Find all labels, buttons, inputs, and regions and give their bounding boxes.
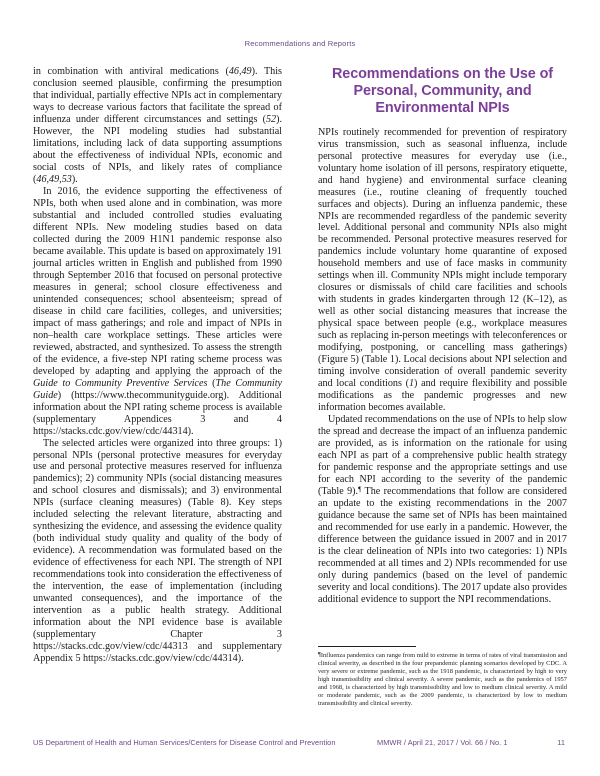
section-heading-line-1: Recommendations on the Use of (332, 66, 553, 82)
footer-page-number: 11 (557, 738, 565, 747)
footnote-body: Influenza pandemics can range from mild to extreme in terms of rates of viral transmission and clinical severity, as described in the four prepandemic planning scenarios developed by CDC. A very severe or extreme pandemic, such as the 1918 pandemic, is characterized by high to very high transmissibility and clinical severity. A severe pandemic, such as the pandemics of 1957 and 1968, is characterized by high transmissibility and low to medium clinical severity. A mild or moderate pandemic, such as the 2009 pandemic, is characterized by low to medium transmissibility and clinical severity. (318, 652, 567, 708)
footnote-divider (318, 646, 416, 647)
paragraph: Updated recommendations on the use of NPIs to help slow the spread and decrease the impact of an influenza pandemic are provided, as is information on the rationale for using each NPI as part of a comprehensive public health strategy for pandemic response and the appropriate settings and use for each NPI according to the severity of the pandemic (Table 9).¶ The recommendations that follow are considered an update to the existing recommendations in the 2007 guidance because the same set of NPIs has been maintained and recommended for use early in a pandemic. However, the difference between the guidance issued in 2007 and in 2017 is the clear delineation of NPIs into two categories: 1) NPIs recommended at all times and 2) NPIs recommended for use only during pandemics (based on the level of pandemic severity and local conditions). The 2017 update also provides additional evidence to support the NPI recommendations. (318, 414, 567, 605)
right-column (318, 66, 567, 708)
footer-agency: US Department of Health and Human Services/Centers for Disease Control and Prevention (33, 738, 336, 747)
section-heading (318, 66, 567, 118)
section-heading-line-2: Personal, Community, and (353, 83, 532, 100)
footnote-reference-marker: ¶ (358, 485, 362, 494)
paragraph: NPIs routinely recommended for prevention of respiratory virus transmission, such as seasonal influenza, include personal protective measures for everyday use (i.e., voluntary home isolation of ill persons, respiratory etiquette, and hand hygiene) and environmental surface cleaning measures (i.e., routine cleaning of frequently touched surfaces and objects). During an influenza pandemic, these NPIs are recommended regardless of the pandemic severity level. Additional personal and community NPIs also might be recommended. Personal protective measures reserved for pandemics include voluntary home quarantine of exposed household members and use of face masks in community settings when ill. Community NPIs might include temporary closures or dismissals of child care facilities and schools with students in grades kindergarten through 12 (K–12), as well as other social distancing measures that increase the physical space between people (e.g., workplace measures such as replacing in-person meetings with teleconferences or modifying, postponing, or cancelling mass gatherings) (Figure 5) (Table 1). Local decisions about NPI selection and timing involve consideration of overall pandemic severity and local conditions (1) and require flexibility and possible modifications as the pandemic progresses and new information becomes available. (318, 126, 567, 414)
paragraph: in combination with antiviral medications (46,49). This conclusion seemed plausible, confirming the presumption that individual, partially effective NPIs act in complementary ways to decrease various factors that facilitate the spread of influenza under different circumstances and settings (52). However, the NPI modeling studies had substantial limitations, including lack of data supporting assumptions about the effectiveness of individual NPIs, economic and social costs of NPIs, and likely rates of compliance (46,49,53). (33, 66, 282, 185)
footnote-text (318, 651, 567, 708)
footnote-marker: ¶ (318, 651, 321, 659)
footer-citation: MMWR / April 21, 2017 / Vol. 66 / No. 1 (377, 738, 508, 747)
page-footer (33, 738, 567, 752)
paragraph: The selected articles were organized into three groups: 1) personal NPIs (personal protective measures for everyday use and personal protective measures reserved for influenza pandemics); 2) community NPIs (social distancing measures and school closures and dismissals); and 3) environmental NPIs (surface cleaning measures) (Table 8). Key steps included selecting the relevant literature, abstracting and synthesizing the evidence, and assessing the evidence quality (both individual study quality and quality of the body of evidence). A recommendation was formulated based on the evidence of effectiveness for each NPI. The strength of NPI recommendations took into consideration the effectiveness of the intervention, the ease of implementation (including unwanted consequences), and the importance of the intervention as a public health strategy. Additional information about the NPI evidence base is available (supplementary Chapter 3 https://stacks.cdc.gov/view/cdc/44313 and supplementary Appendix 5 https://stacks.cdc.gov/view/cdc/44314). (33, 437, 282, 665)
section-heading-line-3: Environmental NPIs (375, 100, 510, 117)
footnote-block (318, 640, 567, 708)
left-column (33, 66, 282, 708)
running-head: Recommendations and Reports (244, 39, 356, 48)
paragraph: In 2016, the evidence supporting the effectiveness of NPIs, both when used alone and in combination, was more substantial and included controlled studies evaluating different NPIs. New modeling studies based on data collected during the 2009 H1N1 pandemic response also became available. This update is based on approximately 191 journal articles written in English and published from 1990 through September 2016 that focused on personal protective measures in general; school closure effectiveness and unintended consequences; school absenteeism; spread of disease in child care facilities, colleges, and universities; impact of mass gatherings; and role and impact of NPIs in non–health care workplace settings. These articles were reviewed, abstracted, and synthesized. To assess the strength of the evidence, a five-step NPI rating scheme process was developed by adapting and applying the approach of the Guide to Community Preventive Services (The Community Guide) (https://www.thecommunityguide.org). Additional information about the NPI rating scheme process is available (supplementary Appendices 3 and 4 https://stacks.cdc.gov/view/cdc/44314). (33, 185, 283, 437)
two-column-body (33, 66, 567, 708)
